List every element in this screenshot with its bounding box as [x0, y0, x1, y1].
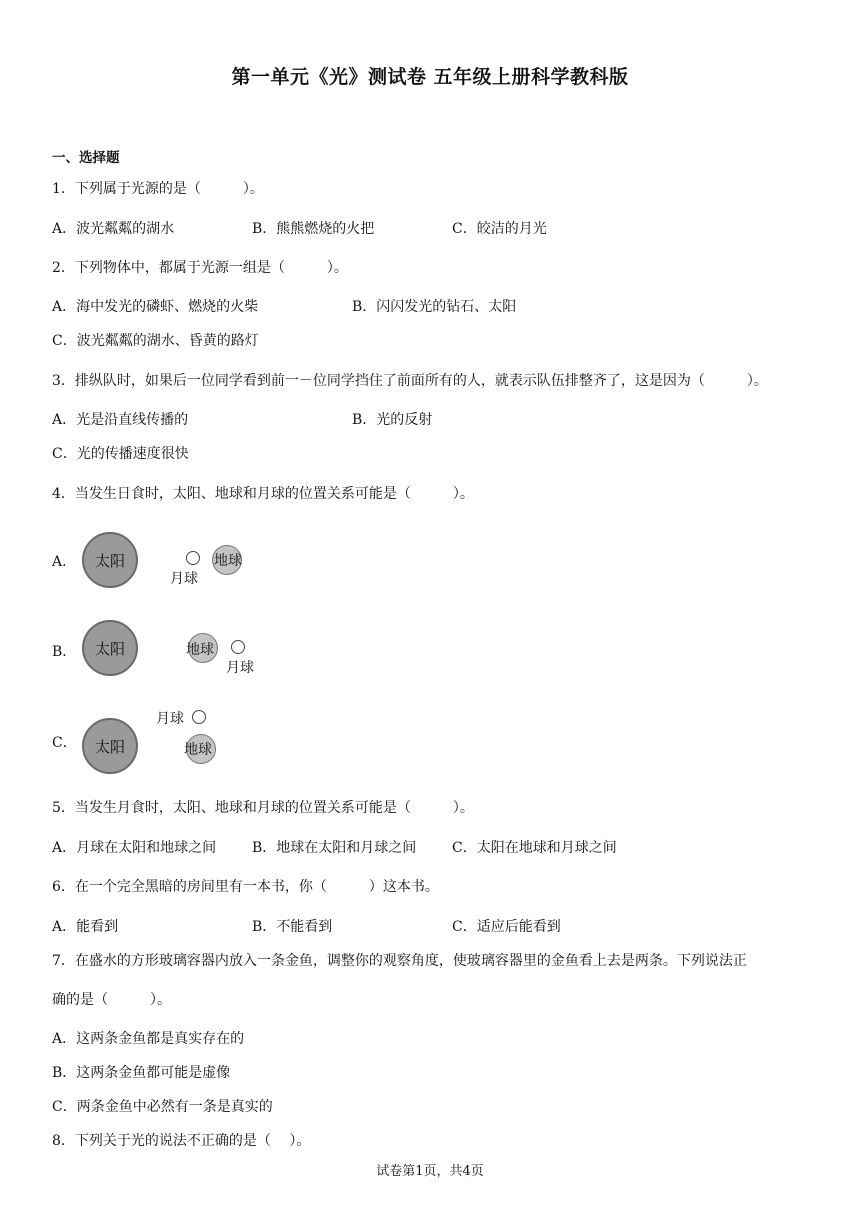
- earth-label: 地球: [186, 642, 214, 658]
- question-2-option-c: C．波光粼粼的湖水、昏黄的路灯: [52, 333, 259, 349]
- question-1-option-a: A．波光粼粼的湖水: [52, 221, 175, 237]
- question-4-stem: 4．当发生日食时，太阳、地球和月球的位置关系可能是（ ）。: [52, 486, 474, 502]
- question-2-stem: 2．下列物体中，都属于光源一组是（ ）。: [52, 260, 348, 276]
- question-3-option-c: C．光的传播速度很快: [52, 446, 189, 462]
- question-4-option-b: B．: [52, 644, 77, 660]
- question-3-option-b: B．光的反射: [352, 412, 433, 428]
- sun-icon: [82, 718, 138, 774]
- sun-icon: [82, 620, 138, 676]
- moon-icon: [192, 710, 206, 724]
- question-1-stem: 1．下列属于光源的是（ ）。: [52, 181, 264, 197]
- sun-label: 太阳: [94, 737, 125, 756]
- sun-icon: [82, 532, 138, 588]
- question-5-option-a: A．月球在太阳和地球之间: [52, 840, 217, 856]
- moon-label: 月球: [170, 571, 198, 587]
- question-3-stem: 3．排纵队时，如果后一位同学看到前一－位同学挡住了前面所有的人，就表示队伍排整齐了，这是因为（ ）。: [52, 373, 768, 389]
- question-5-option-c: C．太阳在地球和月球之间: [452, 840, 617, 856]
- question-8-stem: 8．下列关于光的说法不正确的是（ ）。: [52, 1133, 311, 1149]
- question-7-stem-line2: 确的是（ ）。: [52, 992, 171, 1008]
- question-2-option-b: B．闪闪发光的钻石、太阳: [352, 299, 517, 315]
- moon-icon: [186, 551, 200, 565]
- moon-label: 月球: [156, 711, 184, 727]
- page-footer: 试卷第1页，共4页: [376, 1164, 484, 1179]
- question-6-option-b: B．不能看到: [252, 919, 333, 935]
- moon-icon: [231, 640, 245, 654]
- earth-label: 地球: [214, 553, 242, 569]
- question-7-option-c: C．两条金鱼中必然有一条是真实的: [52, 1099, 273, 1115]
- question-3-option-a: A．光是沿直线传播的: [52, 412, 189, 428]
- question-5-option-b: B．地球在太阳和月球之间: [252, 840, 417, 856]
- sun-label: 太阳: [94, 639, 125, 658]
- question-6-option-a: A．能看到: [52, 919, 119, 935]
- question-2-option-a: A．海中发光的磷虾、燃烧的火柴: [52, 299, 259, 315]
- section-heading: 一、选择题: [52, 150, 120, 166]
- sun-label: 太阳: [94, 551, 125, 570]
- earth-label: 地球: [184, 742, 212, 758]
- question-4-option-c: C．: [52, 735, 77, 751]
- question-7-option-b: B．这两条金鱼都可能是虚像: [52, 1065, 231, 1081]
- moon-label: 月球: [226, 660, 254, 676]
- question-1-option-b: B．熊熊燃烧的火把: [252, 221, 375, 237]
- question-7-stem-line1: 7．在盛水的方形玻璃容器内放入一条金鱼，调整你的观察角度，使玻璃容器里的金鱼看上去是两条。下列说法正: [52, 953, 747, 969]
- question-5-stem: 5．当发生月食时，太阳、地球和月球的位置关系可能是（ ）。: [52, 800, 474, 816]
- question-7-option-a: A．这两条金鱼都是真实存在的: [52, 1031, 245, 1047]
- question-4-option-a: A．: [52, 554, 77, 570]
- question-6-option-c: C．适应后能看到: [452, 919, 561, 935]
- page-title: 第一单元《光》测试卷 五年级上册科学教科版: [231, 66, 629, 88]
- question-1-option-c: C．皎洁的月光: [452, 221, 547, 237]
- question-6-stem: 6．在一个完全黑暗的房间里有一本书，你（ ）这本书。: [52, 879, 439, 895]
